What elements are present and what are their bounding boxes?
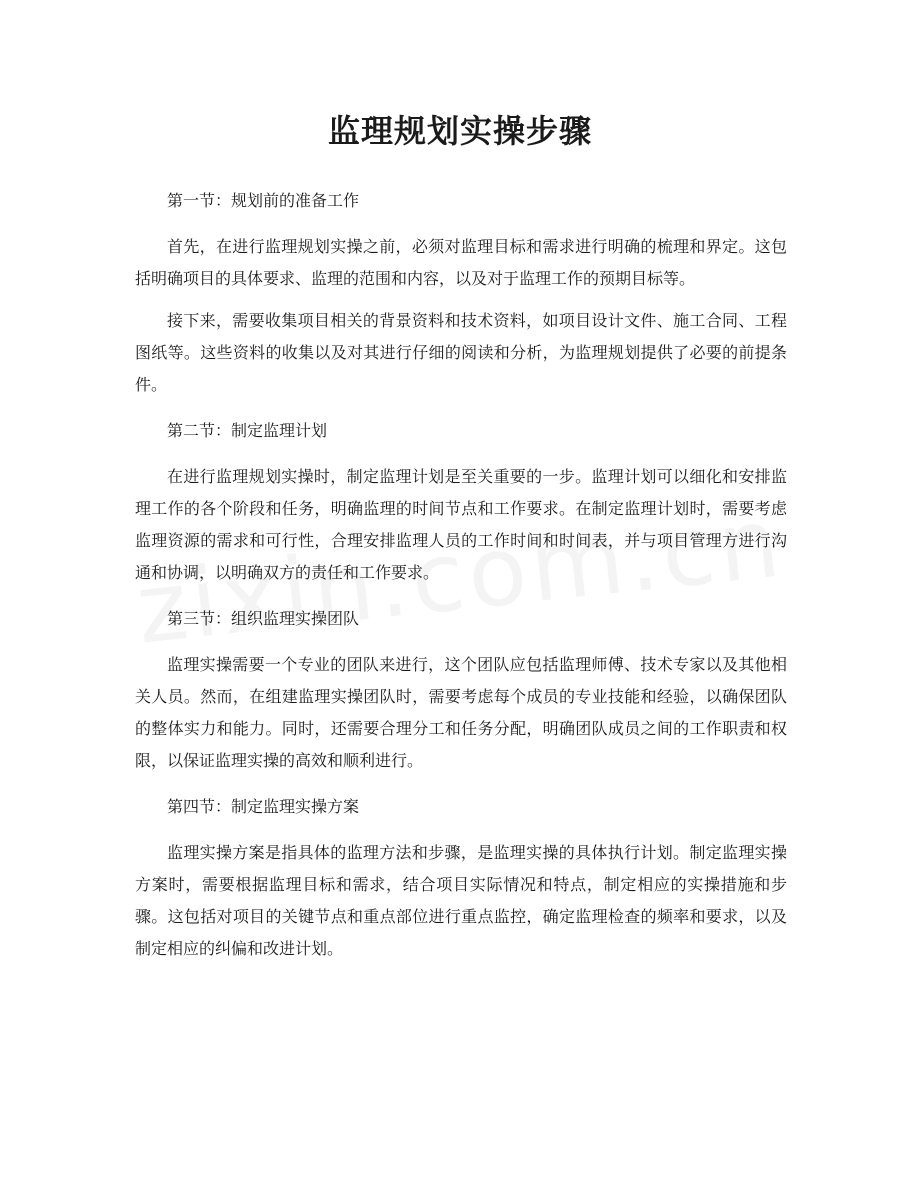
- section-2-paragraph-1: 在进行监理规划实操时，制定监理计划是至关重要的一步。监理计划可以细化和安排监理工作的各个阶段和任务，明确监理的时间节点和工作要求。在制定监理计划时，需要考虑监理资源的需求和可行性，合理安排监理人员的工作时间和时间表，并与项目管理方进行沟通和协调，以明确双方的责任和工作要求。: [135, 467, 787, 582]
- section-1-paragraph-2: 接下来，需要收集项目相关的背景资料和技术资料，如项目设计文件、施工合同、工程图纸等。这些资料的收集以及对其进行仔细的阅读和分析，为监理规划提供了必要的前提条件。: [135, 311, 787, 394]
- section-heading-2: 第二节：制定监理计划: [167, 421, 328, 440]
- section-3-paragraph-1: 监理实操需要一个专业的团队来进行，这个团队应包括监理师傅、技术专家以及其他相关人员。然而，在组建监理实操团队时，需要考虑每个成员的专业技能和经验，以确保团队的整体实力和能力。同时，还需要合理分工和任务分配，明确团队成员之间的工作职责和权限，以保证监理实操的高效和顺利进行。: [135, 655, 787, 770]
- document-body: [135, 181, 787, 965]
- section-heading-1: 第一节：规划前的准备工作: [167, 191, 360, 210]
- section-heading-3: 第三节：组织监理实操团队: [167, 609, 360, 628]
- section-heading-4: 第四节：制定监理实操方案: [167, 797, 360, 816]
- section-4-paragraph-1: 监理实操方案是指具体的监理方法和步骤，是监理实操的具体执行计划。制定监理实操方案时，需要根据监理目标和需求，结合项目实际情况和特点，制定相应的实操措施和步骤。这包括对项目的关键节点和重点部位进行重点监控，确定监理检查的频率和要求，以及制定相应的纠偏和改进计划。: [135, 843, 787, 958]
- section-1-paragraph-1: 首先，在进行监理规划实操之前，必须对监理目标和需求进行明确的梳理和界定。这包括明确项目的具体要求、监理的范围和内容，以及对于监理工作的预期目标等。: [135, 237, 787, 288]
- page-title: 监理规划实操步骤: [327, 112, 592, 150]
